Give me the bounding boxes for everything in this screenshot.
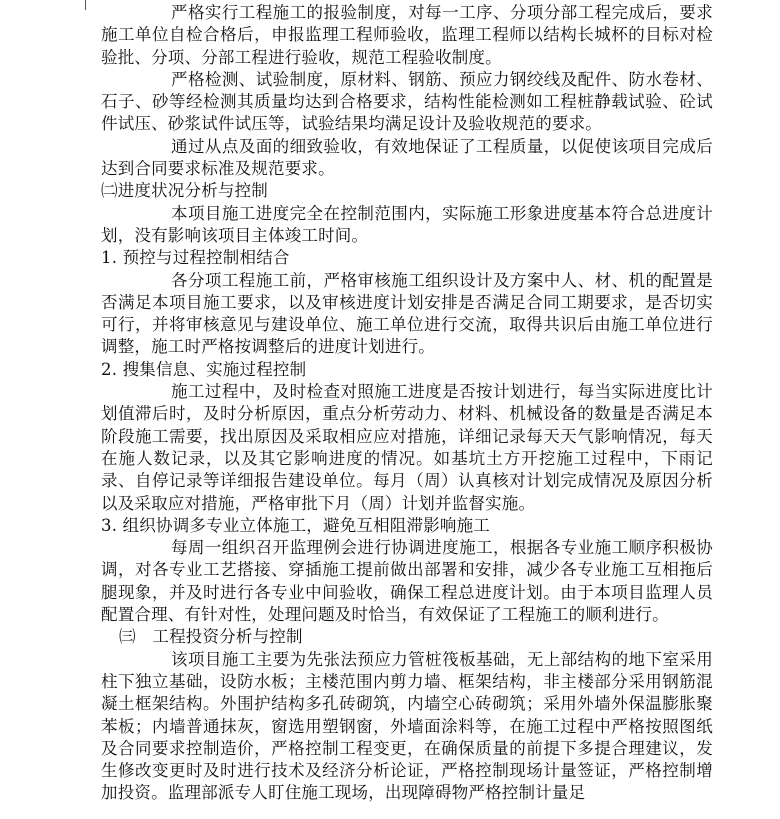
paragraph-progress-overview: 本项目施工进度完全在控制范围内，实际施工形象进度基本符合总进度计划，没有影响该项目主体竣工时间。 (101, 203, 713, 245)
paragraph-coordination: 每周一组织召开监理例会进行协调进度施工，根据各专业施工顺序积极协调，对各专业工艺搭接、穿插施工提前做出部署和安排，减少各专业施工互相拖后腿现象，并及时进行各专业中间验收，确保工程总进度计划。由于本项目监理人员配置合理、有针对性，处理问题及时恰当，有效保证了工程施工的顺利进行。 (101, 538, 713, 625)
paragraph-quality-summary: 通过从点及面的细致验收，有效地保证了工程质量，以促使该项目完成后达到合同要求标准及规范要求。 (101, 136, 713, 179)
paragraph-testing-system: 严格检测、试验制度，原材料、钢筋、预应力钢绞线及配件、防水卷材、石子、砂等经检测其质量均达到合格要求，结构性能检测如工程桩静载试验、砼试件试压、砂浆试件试压等，试验结果均满足设计及验收规范的要求。 (101, 69, 713, 134)
paragraph-investment-control: 该项目施工主要为先张法预应力管桩筏板基础，无上部结构的地下室采用柱下独立基础，设防水板；主楼范围内剪力墙、框架结构，非主楼部分采用钢筋混凝土框架结构。外围护结构多孔砖砌筑，内墙空心砖砌筑；采用外墙外保温膨胀聚苯板；内墙普通抹灰，窗选用塑钢窗，外墙面涂料等，在施工过程中严格按照图纸及合同要求控制造价，严格控制工程变更，在确保质量的前提下多提合理建议，发生修改变更时及时进行技术及经济分析论证，严格控制现场计量签证，严格控制增加投资。监理部派专人盯住施工现场，出现障碍物严格控制计量足 (101, 649, 713, 803)
paragraph-pre-control: 各分项工程施工前，严格审核施工组织设计及方案中人、材、机的配置是否满足本项目施工要求，以及审核进度计划安排是否满足合同工期要求，是否切实可行，并将审核意见与建设单位、施工单位进行交流，取得共识后由施工单位进行调整，施工时严格按调整后的进度计划进行。 (101, 270, 713, 357)
document-body (101, 2, 713, 805)
subheading-pre-control: 1. 预控与过程控制相结合 (101, 248, 290, 268)
paragraph-information-control: 施工过程中，及时检查对照施工进度是否按计划进行，每当实际进度比计划值滞后时，及时分析原因，重点分析劳动力、材料、机械设备的数量是否满足本阶段施工需要，找出原因及采取相应应对措施，详细记录每天天气影响情况，每天在施人数记录，以及其它影响进度的情况。如基坑土方开挖施工过程中，下雨记录、自停记录等详细报告建设单位。每月（周）认真核对计划完成情况及原因分析以及采取应对措施，严格审批下月（周）计划并监督实施。 (101, 382, 713, 513)
subheading-information-control: 2. 搜集信息、实施过程控制 (101, 359, 307, 379)
section-heading-progress: ㈡进度状况分析与控制 (101, 181, 268, 201)
paragraph-inspection-system: 严格实行工程施工的报验制度，对每一工序、分项分部工程完成后，要求施工单位自检合格后，申报监理工程师验收，监理工程师以结构长城杯的目标对检验批、分项、分部工程进行验收，规范工程验收制度。 (101, 3, 713, 67)
page-margin-mark (85, 0, 86, 10)
section-heading-investment: ㈢ 工程投资分析与控制 (119, 627, 303, 647)
subheading-coordination: 3. 组织协调多专业立体施工，避免互相阻滞影响施工 (101, 515, 490, 535)
